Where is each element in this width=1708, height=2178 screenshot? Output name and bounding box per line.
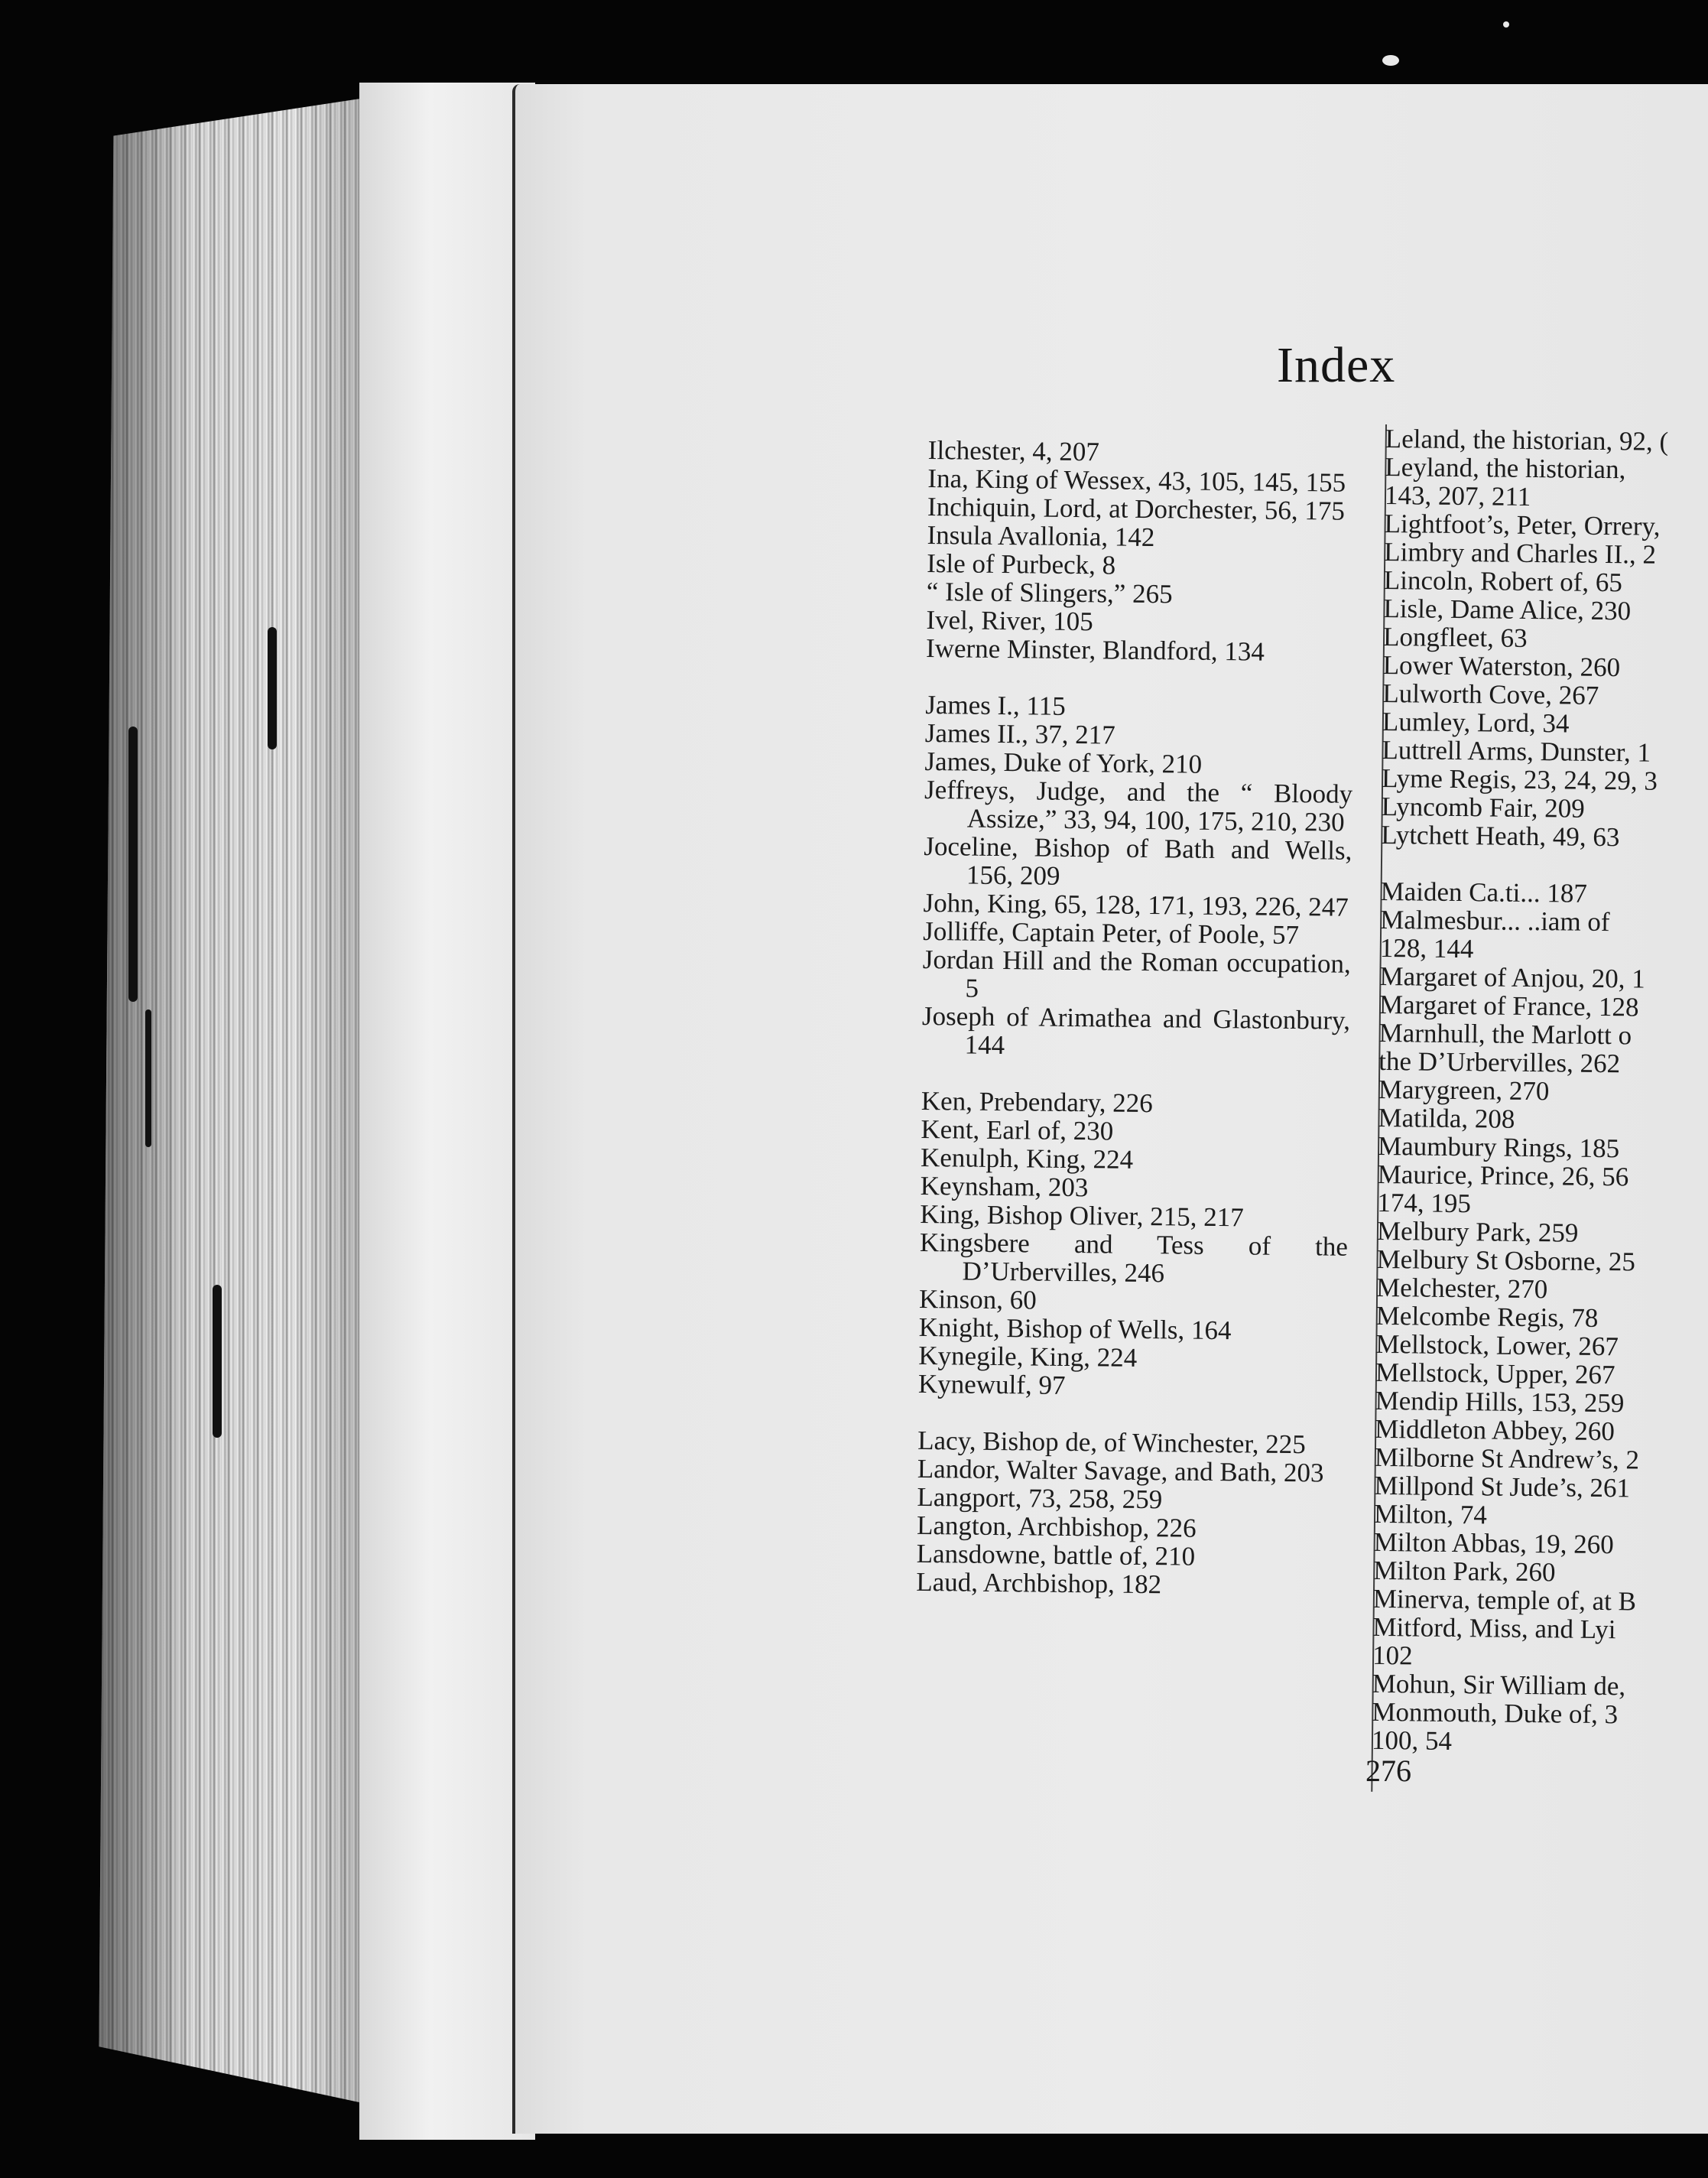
index-entry: 102 — [1372, 1640, 1413, 1671]
index-entry: Marnhull, the Marlott o — [1378, 1017, 1632, 1051]
index-entry: Margaret of Anjou, 20, 1 — [1379, 961, 1645, 994]
index-entry: Jordan Hill and the Roman occupation, 5 — [922, 944, 1352, 1003]
index-entry: Iwerne Minster, Blandford, 134 — [925, 632, 1265, 667]
index-entry: “ Isle of Slingers,” 265 — [926, 576, 1173, 610]
index-entry: Insula Avallonia, 142 — [927, 519, 1155, 553]
index-entry: Matilda, 208 — [1378, 1102, 1515, 1134]
index-entry: Lyncomb Fair, 209 — [1381, 791, 1585, 824]
index-entry: Lower Waterston, 260 — [1382, 649, 1621, 683]
index-entry: 174, 195 — [1377, 1187, 1472, 1219]
index-entry: Lulworth Cove, 267 — [1382, 678, 1599, 710]
fore-edge-mark — [128, 727, 138, 1002]
index-entry: Knight, Bishop of Wells, 164 — [918, 1312, 1232, 1346]
index-entry: Kinson, 60 — [918, 1283, 1037, 1315]
index-entry: Margaret of France, 128 — [1378, 989, 1639, 1022]
index-entry: Kynegile, King, 224 — [918, 1340, 1138, 1373]
index-entry: Laud, Archbishop, 182 — [916, 1566, 1162, 1600]
index-entry: Maurice, Prince, 26, 56 — [1377, 1159, 1629, 1192]
underlying-page — [359, 83, 535, 2140]
index-entry: Lyme Regis, 23, 24, 29, 3 — [1381, 762, 1658, 796]
index-entry: Keynsham, 203 — [920, 1170, 1089, 1203]
index-entry: Mellstock, Upper, 267 — [1375, 1357, 1615, 1390]
fore-edge-mark — [268, 627, 277, 749]
index-entry: Milton, 74 — [1373, 1498, 1488, 1530]
index-entry: Kenulph, King, 224 — [920, 1142, 1134, 1175]
index-entry: 100, 54 — [1371, 1725, 1453, 1757]
index-entry: Monmouth, Duke of, 3 — [1372, 1696, 1619, 1730]
index-entry: Maiden Ca.ti... 187 — [1380, 876, 1588, 909]
dust-speck — [1382, 55, 1399, 66]
index-entry: Ina, King of Wessex, 43, 105, 145, 155 — [927, 463, 1346, 498]
index-entry: Ken, Prebendary, 226 — [921, 1085, 1154, 1119]
page-title: Index — [1277, 337, 1396, 393]
index-column-left — [916, 436, 1356, 1601]
index-entry: King, Bishop Oliver, 215, 217 — [920, 1198, 1244, 1233]
index-entry: Ivel, River, 105 — [926, 604, 1093, 637]
index-entry: James I., 115 — [925, 689, 1066, 721]
index-entry: Longfleet, 63 — [1382, 621, 1528, 653]
index-entry: Malmesbur... ..iam of — [1380, 904, 1610, 938]
index-entry: Lincoln, Robert of, 65 — [1383, 564, 1623, 598]
index-entry: Kynewulf, 97 — [917, 1368, 1066, 1400]
index-entry: Inchiquin, Lord, at Dorchester, 56, 175 — [927, 491, 1346, 526]
index-entry: Melcombe Regis, 78 — [1375, 1300, 1599, 1333]
index-entry: 128, 144 — [1379, 932, 1474, 964]
index-entry: Limbry and Charles II., 2 — [1384, 536, 1657, 570]
index-entry: Kingsbere and Tess of the D’Urbervilles, 246 — [919, 1227, 1349, 1289]
index-entry: Leland, the historian, 92, ( — [1385, 424, 1669, 457]
index-entry: Isle of Purbeck, 8 — [927, 548, 1116, 580]
index-entry: Lisle, Dame Alice, 230 — [1383, 593, 1632, 626]
index-entry: Milton Park, 260 — [1373, 1555, 1556, 1588]
index-entry: Marygreen, 270 — [1378, 1074, 1550, 1107]
index-letter-gap — [1381, 849, 1708, 881]
index-entry: Mellstock, Lower, 267 — [1375, 1328, 1619, 1362]
index-entry: Minerva, temple of, at B — [1372, 1583, 1637, 1617]
index-entry: Milborne St Andrew’s, 2 — [1374, 1442, 1640, 1475]
fore-edge-mark — [145, 1009, 151, 1147]
fore-edge-mark — [213, 1285, 222, 1438]
fore-edge-shadow — [90, 96, 381, 2107]
index-entry: James, Duke of York, 210 — [924, 746, 1203, 779]
index-entry: Millpond St Jude’s, 261 — [1374, 1470, 1631, 1503]
index-entry: Lacy, Bishop de, of Winchester, 225 — [917, 1425, 1306, 1460]
index-entry: Joseph of Arimathea and Glastonbury, 144 — [921, 1000, 1351, 1061]
index-entry: Mitford, Miss, and Lyi — [1372, 1611, 1616, 1645]
index-entry: Jeffreys, Judge, and the “ Bloody Assize,” 33, 94, 100, 175, 210, 230 — [924, 774, 1353, 837]
index-entry: Melbury St Osborne, 25 — [1376, 1243, 1636, 1277]
index-entry: 143, 207, 211 — [1384, 479, 1531, 512]
index-entry: Melchester, 270 — [1375, 1272, 1548, 1305]
index-entry: James II., 37, 217 — [924, 717, 1115, 750]
index-entry: Lytchett Heath, 49, 63 — [1381, 819, 1620, 853]
index-entry: Landor, Walter Savage, and Bath, 203 — [917, 1453, 1324, 1488]
index-entry: Middleton Abbey, 260 — [1375, 1413, 1615, 1447]
index-entry: Kent, Earl of, 230 — [921, 1113, 1114, 1146]
page-number: 276 — [1365, 1754, 1411, 1788]
index-entry: Lightfoot’s, Peter, Orrery, — [1384, 508, 1661, 541]
index-entry: Melbury Park, 259 — [1376, 1215, 1579, 1248]
index-entry: Mohun, Sir William de, — [1372, 1668, 1626, 1702]
index-entry: the D’Urbervilles, 262 — [1378, 1045, 1621, 1079]
index-entry: Jolliffe, Captain Peter, of Poole, 57 — [923, 915, 1300, 951]
index-entry: Maumbury Rings, 185 — [1377, 1130, 1620, 1164]
index-entry: Ilchester, 4, 207 — [927, 435, 1100, 467]
index-entry: Mendip Hills, 153, 259 — [1375, 1385, 1625, 1419]
dust-speck — [1503, 21, 1509, 28]
index-entry: Lumley, Lord, 34 — [1382, 706, 1570, 739]
index-entry: Milton Abbas, 19, 260 — [1373, 1526, 1614, 1560]
index-entry: Leyland, the historian, — [1385, 451, 1626, 485]
index-entry: Luttrell Arms, Dunster, 1 — [1382, 734, 1651, 768]
index-entry: John, King, 65, 128, 171, 193, 226, 247 — [923, 887, 1349, 922]
index-entry: Lansdowne, battle of, 210 — [916, 1538, 1196, 1572]
index-entry: Joceline, Bishop of Bath and Wells, 156, 209 — [924, 831, 1352, 891]
index-entry: Langport, 73, 258, 259 — [917, 1481, 1163, 1515]
index-entry: Langton, Archbishop, 226 — [916, 1510, 1197, 1543]
index-column-right — [1372, 424, 1708, 1758]
